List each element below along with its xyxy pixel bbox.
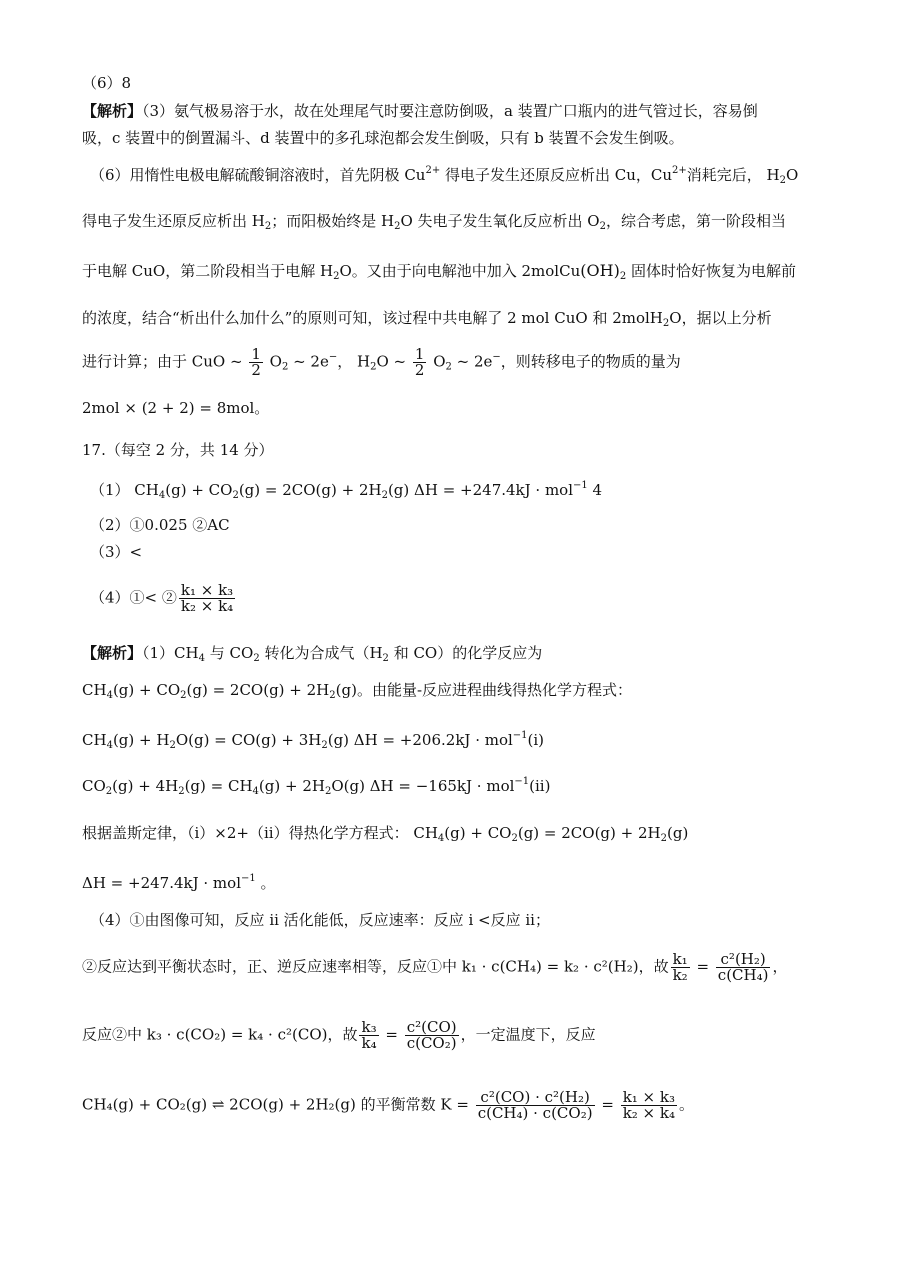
fraction-k3-k4: $\frac{\text{k₃}}{\text{k₄}}$ [361,1018,377,1052]
line-answer-6: （6）8 [82,74,132,92]
line-answer-17-4: （4）①< ② $\frac{\text{k₁ × k₃}}{\text{k₂ × k₄}}$ [90,581,234,615]
fraction-k-result: $\frac{\text{k₁ × k₃}}{\text{k₂ × k₄}}$ [622,1088,675,1122]
line-analysis-17-4-1: （4）①由图像可知，反应 ii 活化能低，反应速率：反应 i <反应 ii； [90,911,550,929]
fraction-half: $\frac{1}{2}$ [414,345,425,379]
line-electron-result: 2mol × (2 + 2) = 8mol。 [82,399,270,417]
line-question-17: 17.（每空 2 分，共 14 分） [82,441,274,459]
fraction-concentration-1: $\frac{\text{c²(H₂)}}{\text{c(CH₄)}}$ [717,950,769,984]
line-analysis-17-4-3: 反应②中 k₃ · c(CO₂) = k₄ · c²(CO)，故 $\frac{\text{k₃}}{\text{k₄}}$ = $\frac{\text{c²(CO)}}{\text{c(CO₂)}}$ ，一定温度下，反应 [82,1018,596,1052]
line-analysis-6: （6）用惰性电极电解硫酸铜溶液时，首先阴极 $Cu^{2+}$ 得电子发生还原反应析出 Cu，$Cu^{2+}$消耗完后， $H_2O$ [90,165,799,186]
line-answer-17-2: （2）①0.025 ②AC [90,516,230,534]
line-analysis-6-cont1: 得电子发生还原反应析出 $H_2$；而阳极始终是 $H_2O$ 失电子发生氧化反应析出 $O_2$，综合考虑，第一阶段相当 [82,212,786,232]
line-answer-17-1: （1） $CH_4(g) + CO_2(g) = 2CO(g) + 2H_2(g) \Delta H = +247.4kJ \cdot mol^{-1}$ 4 [90,480,603,501]
line-reaction-i: $CH_4(g) + H_2O(g) = CO(g) + 3H_2(g) \Delta H = +206.2kJ \cdot mol^{-1}(i)$ [82,730,545,751]
line-analysis-6-cont3: 的浓度，结合“析出什么加什么”的原则可知，该过程中共电解了 2 mol CuO 和 2molH$_2$O，据以上分析 [82,309,772,329]
line-analysis-17-4-2: ②反应达到平衡状态时，正、逆反应速率相等，反应①中 k₁ · c(CH₄) = k₂ · c²(H₂)，故 $\frac{\text{k₁}}{\text{k₂}}$ = $\frac{\text{c²(H₂)}}{\text{c(CH₄)}}$ ， [82,950,788,984]
fraction-k1-k2: $\frac{\text{k₁}}{\text{k₂}}$ [672,950,688,984]
line-equilibrium-constant: CH₄(g) + CO₂(g) ⇌ 2CO(g) + 2H₂(g) 的平衡常数 K = $\frac{\text{c²(CO) · c²(H₂)}}{\text{c(CH₄) · c(CO₂)}}$ = $\frac{\text{k₁ × k₃}}{\text{k₂ × k₄}}$ 。 [82,1088,695,1122]
line-electron-calc: 进行计算；由于 CuO ~ $\frac{1}{2}$ $O_2$ ~ 2e−， $H_2O$ ~ $\frac{1}{2}$ $O_2$ ~ 2e−，则转移电子的物质的量为 [82,345,681,379]
fraction-k-definition: $\frac{\text{c²(CO) · c²(H₂)}}{\text{c(CH₄) · c(CO₂)}}$ [477,1088,593,1122]
line-reaction-total: $CH_4(g) + CO_2(g) = 2CO(g) + 2H_2(g)$。由能量-反应进程曲线得热化学方程式： [82,681,633,701]
fraction-concentration-2: $\frac{\text{c²(CO)}}{\text{c(CO₂)}}$ [406,1018,457,1052]
line-reaction-ii: $CO_2(g) + 4H_2(g) = CH_4(g) + 2H_2O(g) \Delta H = -165kJ \cdot mol^{-1}(ii)$ [82,776,551,797]
line-answer-17-3: （3）< [90,543,143,561]
line-hess-law: 根据盖斯定律，（i）×2+（ii）得热化学方程式： $CH_4(g) + CO_2(g) = 2CO(g) + 2H_2(g)$ [82,824,689,844]
line-analysis-3-cont: 吸，c 装置中的倒置漏斗、d 装置中的多孔球泡都会发生倒吸，只有 b 装置不会发生倒吸。 [82,129,684,147]
line-analysis-3: 【解析】（3）氨气极易溶于水，故在处理尾气时要注意防倒吸，a 装置广口瓶内的进气管过长，容易倒 [82,102,758,120]
line-analysis-17-1: 【解析】$(1)CH_4$ 与 $CO_2$ 转化为合成气（$H_2$ 和 CO）的化学反应为 [82,644,543,664]
line-delta-h: ΔH = +247.4kJ · mol$^{-1}$ 。 [82,873,276,892]
fraction-half: $\frac{1}{2}$ [251,345,261,379]
line-analysis-6-cont2: 于电解 CuO，第二阶段相当于电解 $H_2O$。又由于向电解池中加入 $2molCu(OH)_2$ 固体时恰好恢复为电解前 [82,261,796,282]
fraction-k-ratio: $\frac{\text{k₁ × k₃}}{\text{k₂ × k₄}}$ [180,581,234,615]
